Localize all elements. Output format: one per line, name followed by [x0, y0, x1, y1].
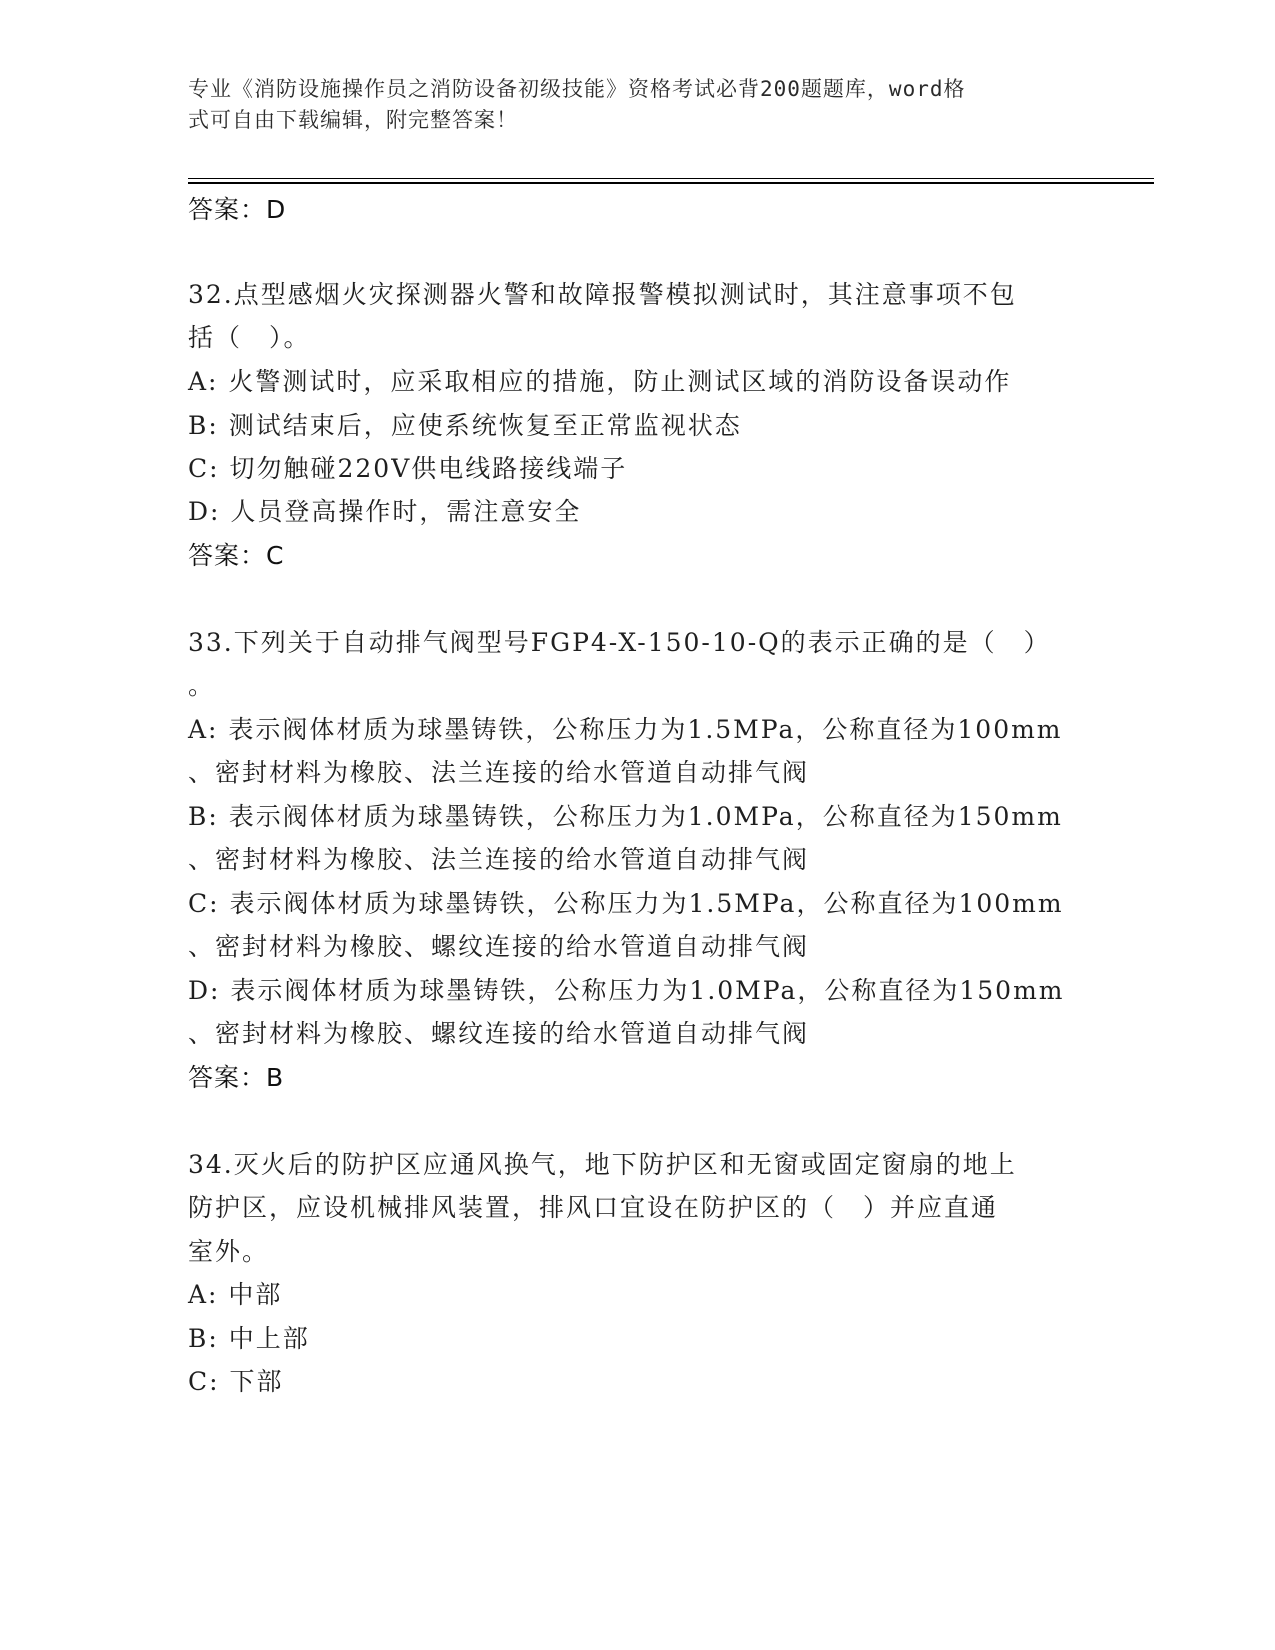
q33-option-c-line-1: C: 表示阀体材质为球墨铸铁，公称压力为1.5MPa，公称直径为100mm [188, 889, 1064, 918]
q32-option-a: A: 火警测试时，应采取相应的措施，防止测试区域的消防设备误动作 [188, 367, 1012, 396]
q34-stem-line-3: 室外。 [188, 1237, 270, 1266]
q33-option-a-line-2: 、密封材料为橡胶、法兰连接的给水管道自动排气阀 [188, 758, 810, 787]
q34-option-c: C: 下部 [188, 1367, 284, 1396]
q32-stem-line-1: 32.点型感烟火灾探测器火警和故障报警模拟测试时，其注意事项不包 [188, 280, 1017, 309]
document-header [188, 74, 1068, 136]
q34-stem-line-1: 34.灭火后的防护区应通风换气，地下防护区和无窗或固定窗扇的地上 [188, 1150, 1017, 1179]
q33-option-d-line-1: D: 表示阀体材质为球墨铸铁，公称压力为1.0MPa，公称直径为150mm [188, 976, 1065, 1005]
q34-stem-line-2: 防护区，应设机械排风装置，排风口宜设在防护区的（ ）并应直通 [188, 1193, 999, 1222]
q33-stem-line-2: 。 [188, 671, 216, 700]
q33-answer: 答案：B [188, 1063, 285, 1092]
q33-stem-line-1: 33.下列关于自动排气阀型号FGP4-X-150-10-Q的表示正确的是（ ） [188, 628, 1051, 657]
q32-stem-line-2: 括（ ）。 [188, 323, 311, 352]
q33-option-b-line-1: B: 表示阀体材质为球墨铸铁，公称压力为1.0MPa，公称直径为150mm [188, 802, 1063, 831]
q33-option-b-line-2: 、密封材料为橡胶、法兰连接的给水管道自动排气阀 [188, 845, 810, 874]
q34-option-b: B: 中上部 [188, 1324, 310, 1353]
q32-answer: 答案：C [188, 541, 285, 570]
q32-option-b: B: 测试结束后，应使系统恢复至正常监视状态 [188, 411, 742, 440]
q33-option-d-line-2: 、密封材料为橡胶、螺纹连接的给水管道自动排气阀 [188, 1019, 810, 1048]
q32-option-d: D: 人员登高操作时，需注意安全 [188, 497, 582, 526]
header-divider-thick [188, 182, 1154, 184]
q33-option-c-line-2: 、密封材料为橡胶、螺纹连接的给水管道自动排气阀 [188, 932, 810, 961]
q32-option-c: C: 切勿触碰220V供电线路接线端子 [188, 454, 628, 483]
q34-option-a: A: 中部 [188, 1280, 283, 1309]
header-line-2: 式可自由下载编辑，附完整答案！ [188, 108, 518, 132]
q33-option-a-line-1: A: 表示阀体材质为球墨铸铁，公称压力为1.5MPa，公称直径为100mm [188, 715, 1063, 744]
q31-answer: 答案：D [188, 195, 287, 224]
header-divider-thin [188, 178, 1154, 179]
header-line-1: 专业《消防设施操作员之消防设备初级技能》资格考试必背200题题库，word格 [188, 77, 966, 101]
